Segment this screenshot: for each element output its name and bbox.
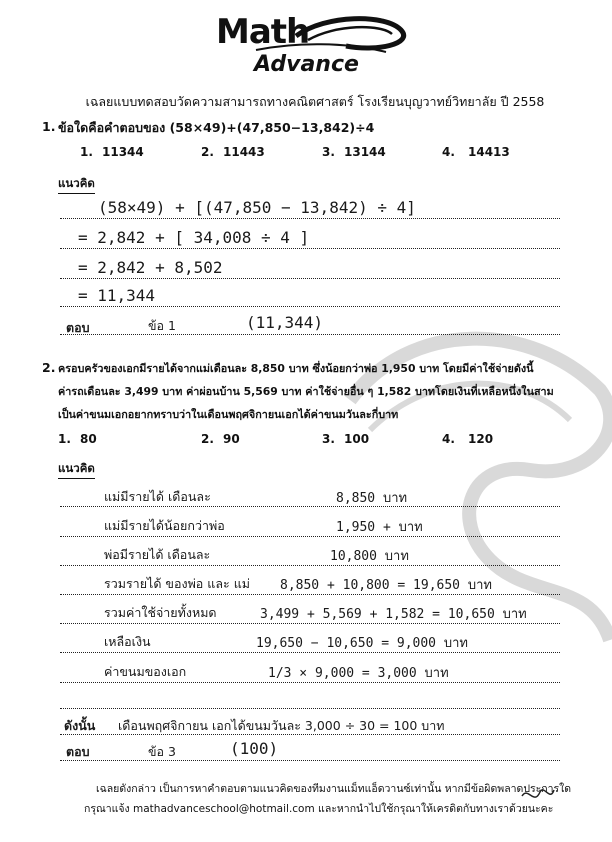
q2-conclusion-label: ดังนั้น (64, 718, 96, 733)
q2-row-3-label: พ่อมีรายได้ เดือนละ (104, 547, 211, 562)
q2-row-3-calc: 10,800 บาท (330, 549, 409, 564)
q1-work-line-4: = 11,344 (78, 286, 156, 305)
q1-choice-4-value: 14413 (468, 145, 510, 159)
logo-advance-text: Advance (254, 52, 359, 77)
q2-row-5-label: รวมค่าใช้จ่ายทั้งหมด (104, 605, 217, 620)
q2-choice-4-num: 4. (442, 432, 455, 446)
q2-choice-4-value: 120 (468, 432, 494, 446)
dotted-line (60, 278, 560, 279)
scribble-icon (520, 782, 556, 812)
dotted-line (60, 760, 560, 761)
q1-choice-1-num: 1. (80, 145, 93, 159)
footer-line-1: เฉลยดังกล่าว เป็นการหาคำตอบตามแนวคิดของทีมงานแม็ทแอ็ดวานซ์เท่านั้น หากมีข้อผิดพลาดประการใด (96, 783, 572, 795)
q2-row-1-label: แม่มีรายได้ เดือนละ (104, 489, 211, 504)
q1-solution-label: แนวคิด (58, 175, 95, 194)
q1-work-line-3: = 2,842 + 8,502 (78, 258, 223, 277)
q1-answer-text: ข้อ 1 (148, 318, 176, 333)
q2-choice-3-num: 3. (322, 432, 335, 446)
q2-row-2-calc: 1,950 + บาท (336, 520, 423, 535)
q2-row-4-label: รวมรายได้ ของพ่อ และ แม่ (104, 576, 250, 591)
dotted-line (60, 248, 560, 249)
q2-choice-1-num: 1. (58, 432, 71, 446)
q2-row-5-calc: 3,499 + 5,569 + 1,582 = 10,650 บาท (260, 607, 527, 622)
math-advance-logo (196, 6, 421, 86)
q1-choice-3-value: 13144 (344, 145, 386, 159)
q1-choice-2-value: 11443 (223, 145, 265, 159)
logo-math-text: Math (216, 12, 310, 52)
q1-choice-3-num: 3. (322, 145, 335, 159)
q2-answer-value: (100) (230, 739, 279, 758)
q2-text-line-1: ครอบครัวของเอกมีรายได้จากแม่เดือนละ 8,850 บาท ซึ่งน้อยกว่าพ่อ 1,950 บาท โดยมีค่าใช้จ่ายดังนี้ (58, 362, 534, 375)
q2-row-6-calc: 19,650 − 10,650 = 9,000 บาท (256, 636, 468, 651)
q2-row-6-label: เหลือเงิน (104, 634, 151, 649)
q2-row-2-label: แม่มีรายได้น้อยกว่าพ่อ (104, 518, 225, 533)
q1-work-line-2: = 2,842 + [ 34,008 ÷ 4 ] (78, 228, 310, 247)
q2-row-4-calc: 8,850 + 10,800 = 19,650 บาท (280, 578, 492, 593)
q2-row-7-label: ค่าขนมของเอก (104, 664, 187, 679)
dotted-line (60, 708, 560, 709)
q1-choice-2-num: 2. (201, 145, 214, 159)
dotted-line (60, 218, 560, 219)
q1-choice-1-value: 11344 (102, 145, 144, 159)
q2-conclusion-text: เดือนพฤศจิกายน เอกได้ขนมวันละ 3,000 ÷ 30 = 100 บาท (118, 718, 445, 733)
dotted-line (60, 334, 560, 335)
q1-answer-label: ตอบ (66, 320, 90, 335)
dotted-line (60, 306, 560, 307)
page-title: เฉลยแบบทดสอบวัดความสามารถทางคณิตศาสตร์ โรงเรียนบุญวาทย์วิทยาลัย ปี 2558 (85, 94, 545, 109)
q1-choice-4-num: 4. (442, 145, 455, 159)
q2-choice-1-value: 80 (80, 432, 97, 446)
q2-choice-2-num: 2. (201, 432, 214, 446)
footer-line-2: กรุณาแจ้ง mathadvanceschool@hotmail.com และหากนำไปใช้กรุณาให้เครดิตกับทางเราด้วยนะคะ (84, 803, 554, 815)
q2-row-1-calc: 8,850 บาท (336, 491, 408, 506)
q2-choice-3-value: 100 (344, 432, 370, 446)
q2-number: 2. (42, 360, 56, 375)
q1-answer-value: (11,344) (246, 313, 324, 332)
q1-work-line-1: (58×49) + [(47,850 − 13,842) ÷ 4] (98, 198, 416, 217)
dotted-line (60, 536, 560, 537)
q2-answer-text: ข้อ 3 (148, 744, 176, 759)
q2-choice-2-value: 90 (223, 432, 240, 446)
q2-row-7-calc: 1/3 × 9,000 = 3,000 บาท (268, 666, 449, 681)
q2-answer-label: ตอบ (66, 744, 90, 759)
q2-solution-label: แนวคิด (58, 460, 95, 479)
dotted-line (60, 565, 560, 566)
q2-text-line-3: เป็นค่าขนมเอกอยากทราบว่าในเดือนพฤศจิกายนเอกได้ค่าขนมวันละกี่บาท (58, 408, 399, 421)
q1-number: 1. (42, 119, 56, 134)
q1-text: ข้อใดคือคำตอบของ (58×49)+(47,850−13,842)÷4 (58, 120, 375, 135)
q2-text-line-2: ค่ารถเดือนละ 3,499 บาท ค่าผ่อนบ้าน 5,569 บาท ค่าใช้จ่ายอื่น ๆ 1,582 บาทโดยเงินที่เหลือหนึ่งในสาม (58, 385, 554, 398)
